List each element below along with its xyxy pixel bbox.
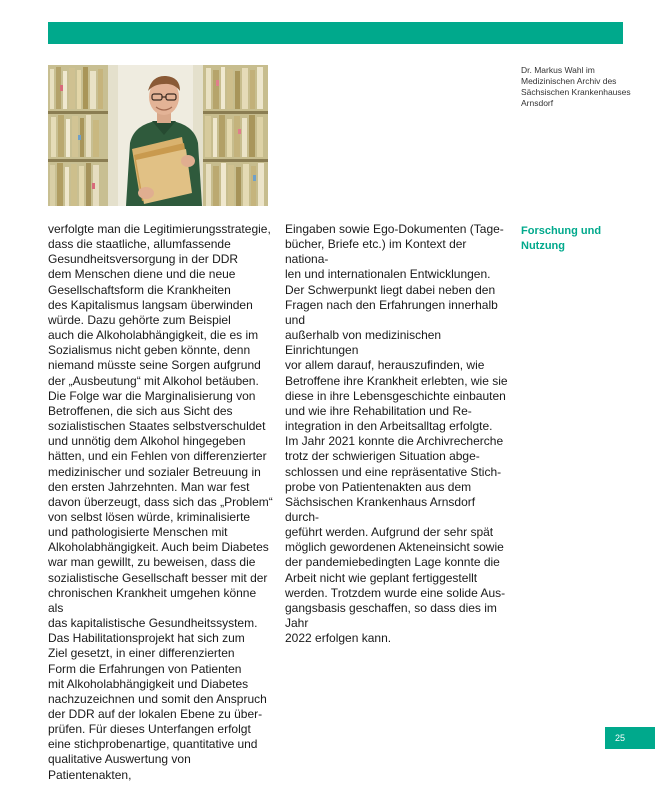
- text-line: verfolgte man die Legitimierungsstrategie,: [48, 222, 271, 236]
- text-line: chronischen Krankheit umgehen könne als: [48, 585, 257, 615]
- text-line: außerhalb von medizinischen Einrichtungen: [285, 328, 442, 358]
- text-line: Sächsischen Krankenhaus Arnsdorf durch-: [285, 494, 476, 524]
- text-line: bücher, Briefe etc.) im Kontext der nationa-: [285, 237, 467, 267]
- text-line: sozialistische Gesellschaft besser mit der: [48, 570, 268, 585]
- text-line: diese in ihre Lebensgeschichte einbauten: [285, 388, 506, 403]
- text-line: Das Habilitationsprojekt hat sich zum: [48, 631, 245, 646]
- text-line: Arbeit nicht wie geplant fertiggestellt: [285, 570, 478, 585]
- text-line: nachzuzeichnen und somit den Anspruch: [48, 691, 267, 706]
- page-number-box: [605, 727, 655, 749]
- text-line: Betroffene ihre Krankheit erlebten, wie sie: [285, 373, 508, 388]
- text-line: davon überzeugt, dass sich das „Problem“: [48, 494, 273, 509]
- text-line: geführt werden. Aufgrund der sehr spät: [285, 525, 494, 540]
- text-line: Sozialismus nicht geben könnte, denn: [48, 343, 251, 358]
- text-line: Gesundheitsversorgung in der DDR: [48, 252, 239, 267]
- text-line: der DDR auf der lokalen Ebene zu über-: [48, 707, 263, 721]
- text-line: des Kapitalismus langsam überwinden: [48, 297, 253, 312]
- section-heading: Forschung und Nutzung: [521, 225, 602, 252]
- text-line: len und internationalen Entwicklungen.: [285, 267, 491, 282]
- text-line: integration in den Arbeitsalltag erfolgte.: [285, 419, 493, 434]
- text-line: würde. Dazu gehörte zum Beispiel: [48, 312, 231, 327]
- text-line: der pandemiebedingten Lage konnte die: [285, 555, 500, 570]
- text-line: prüfen. Für dieses Unterfangen erfolgt: [48, 722, 251, 737]
- text-line: von selbst lösen würde, kriminalisierte: [48, 509, 251, 524]
- text-line: Die Folge war die Marginalisierung von: [48, 388, 256, 403]
- text-line: Eingaben sowie Ego-Dokumenten (Tage-: [285, 222, 504, 236]
- text-line: vor allem darauf, herauszufinden, wie: [285, 358, 485, 373]
- archive-photo: [48, 65, 268, 206]
- text-line: trotz der schwierigen Situation abge-: [285, 449, 480, 464]
- text-line: hätten, und ein Fehlen von differenzierter: [48, 449, 267, 464]
- text-line: qualitative Auswertung von Patientenakten,: [48, 752, 191, 782]
- text-line: Betroffenen, die sich aus Sicht des: [48, 403, 233, 418]
- text-line: schlossen und eine repräsentative Stich-: [285, 464, 502, 479]
- text-line: Form die Erfahrungen von Patienten: [48, 661, 242, 676]
- text-line: Ziel gesetzt, in einer differenzierten: [48, 646, 235, 661]
- text-line: möglich gewordenen Akteneinsicht sowie: [285, 540, 504, 555]
- text-line: eine stichprobenartige, quantitative und: [48, 737, 258, 752]
- text-line: und unnötig dem Alkohol hingegeben: [48, 434, 246, 449]
- text-line: das kapitalistische Gesundheitssystem.: [48, 616, 258, 631]
- text-line: werden. Trotzdem wurde eine solide Aus-: [285, 585, 506, 600]
- text-line: probe von Patientenakten aus dem: [285, 479, 472, 494]
- text-line: mit Alkoholabhängigkeit und Diabetes: [48, 676, 249, 691]
- text-line: war man gewillt, zu beweisen, dass die: [48, 555, 256, 570]
- text-line: medizinischer und sozialer Betreuung in: [48, 464, 261, 479]
- text-line: gangsbasis geschaffen, so dass dies im Jahr: [285, 600, 497, 631]
- text-line: der „Ausbeutung“ mit Alkohol betäuben.: [48, 373, 259, 388]
- text-line: dem Menschen diene und die neue: [48, 267, 236, 282]
- text-line: niemand müsste seine Sorgen aufgrund: [48, 358, 261, 373]
- text-line: den ersten Jahrzehnten. Man war fest: [48, 479, 250, 494]
- left-text-column: [48, 222, 273, 783]
- text-line: Alkoholabhängigkeit. Auch beim Diabetes: [48, 540, 269, 555]
- text-line: Der Schwerpunkt liegt dabei neben den: [285, 282, 496, 297]
- page-number: 25: [615, 733, 626, 743]
- text-line: dass die staatliche, allumfassende: [48, 237, 231, 252]
- text-line: Im Jahr 2021 konnte die Archivrecherche: [285, 434, 504, 449]
- text-line: sozialistischen Staates selbstverschuldet: [48, 419, 266, 434]
- text-line: Gesellschaftsform die Krankheiten: [48, 282, 231, 297]
- header-accent-bar: [48, 22, 623, 44]
- text-line: auch die Alkoholabhängigkeit, die es im: [48, 328, 259, 343]
- text-line: und pathologisierte Menschen mit: [48, 525, 228, 540]
- text-line: 2022 erfolgen kann.: [285, 631, 392, 646]
- middle-text-column: [285, 222, 510, 646]
- text-line: Fragen nach den Erfahrungen innerhalb und: [285, 297, 498, 327]
- archive-photo-illustration: [48, 65, 268, 206]
- text-line: und wie ihre Rehabilitation und Re-: [285, 403, 472, 418]
- photo-caption: Dr. Markus Wahl im Medizinischen Archiv des Sächsischen Krankenhauses Arnsdorf: [521, 65, 631, 108]
